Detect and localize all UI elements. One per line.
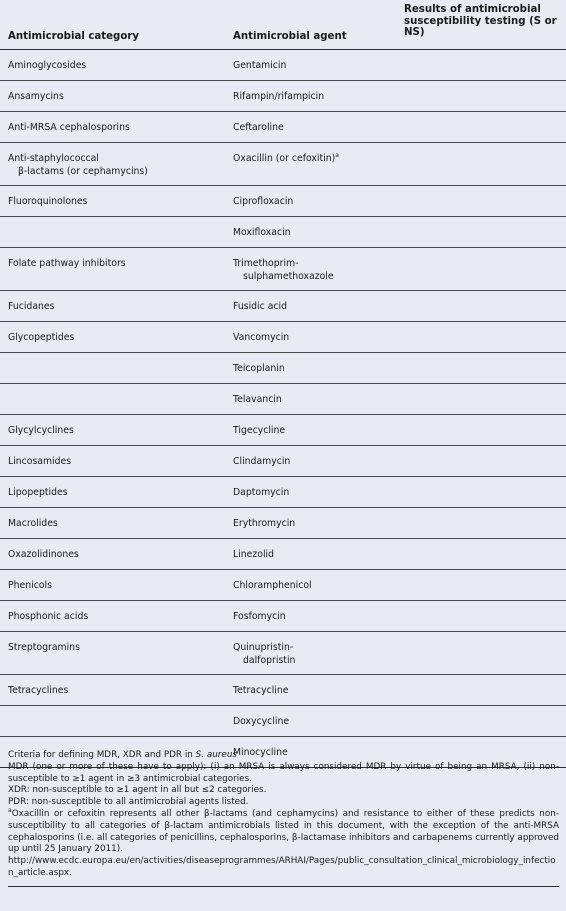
agent-cell bbox=[233, 258, 398, 283]
table-row bbox=[0, 291, 566, 321]
agent-cell: Linezolid bbox=[233, 549, 275, 560]
criteria-line bbox=[8, 750, 559, 762]
agent-cell: Fosfomycin bbox=[233, 611, 286, 622]
agent-cell: Daptomycin bbox=[233, 487, 290, 498]
footnote-a bbox=[8, 809, 559, 856]
header-results: Results of antimicrobial susceptibility testing (S or NS) bbox=[404, 4, 557, 38]
category-line: β-lactams (or cephamycins) bbox=[18, 165, 148, 177]
agent-cell: Tetracycline bbox=[233, 685, 289, 696]
category-cell: Fluoroquinolones bbox=[8, 196, 88, 207]
species-name: S. aureus bbox=[195, 750, 237, 760]
table-row bbox=[0, 186, 566, 247]
table-row bbox=[0, 477, 566, 507]
category-cell: Lincosamides bbox=[8, 456, 72, 467]
agent-cell bbox=[233, 153, 398, 166]
agent-cell: Chloramphenicol bbox=[233, 580, 312, 591]
criteria-text: Criteria for defining MDR, XDR and PDR in bbox=[8, 750, 196, 760]
agent-cell bbox=[233, 642, 398, 667]
category-cell: Folate pathway inhibitors bbox=[8, 258, 126, 269]
category-cell: Phenicols bbox=[8, 580, 52, 591]
agent-cell: Ceftaroline bbox=[233, 122, 284, 133]
table-row bbox=[0, 508, 566, 538]
table-footnotes bbox=[8, 750, 559, 887]
category-cell: Macrolides bbox=[8, 518, 58, 529]
category-cell: Streptogramins bbox=[8, 642, 80, 653]
agent-cell: Doxycycline bbox=[233, 716, 290, 727]
category-cell: Ansamycins bbox=[8, 91, 64, 102]
category-cell: Fucidanes bbox=[8, 301, 55, 312]
table-row bbox=[0, 81, 566, 111]
agent-line: dalfopristin bbox=[243, 654, 296, 666]
table-row bbox=[0, 248, 566, 290]
agent-cell: Erythromycin bbox=[233, 518, 296, 529]
category-cell: Glycylcyclines bbox=[8, 425, 74, 436]
agent-cell: Moxifloxacin bbox=[233, 227, 291, 238]
header-agent: Antimicrobial agent bbox=[233, 31, 347, 42]
table-row bbox=[0, 539, 566, 569]
category-cell: Tetracyclines bbox=[8, 685, 69, 696]
agent-cell: Clindamycin bbox=[233, 456, 291, 467]
source-url[interactable]: http://www.ecdc.europa.eu/en/activities/diseaseprogrammes/ARHAI/Pages/public_consultation_clinical_microbiology_infection_article.aspx. bbox=[8, 856, 556, 878]
pdr-definition: PDR: non-susceptible to all antimicrobial agents listed. bbox=[8, 797, 249, 808]
table-row bbox=[0, 415, 566, 445]
agent-cell: Teicoplanin bbox=[233, 363, 285, 374]
xdr-definition: XDR: non-susceptible to ≥1 agent in all but ≤2 categories. bbox=[8, 785, 267, 796]
agent-text: Oxacillin (or cefoxitin) bbox=[233, 153, 336, 164]
table-row bbox=[0, 322, 566, 414]
agent-cell: Ciprofloxacin bbox=[233, 196, 294, 207]
category-cell: Aminoglycosides bbox=[8, 60, 87, 71]
agent-line: Quinupristin- bbox=[233, 642, 294, 653]
table-header bbox=[0, 0, 566, 50]
table-row bbox=[0, 446, 566, 476]
agent-line: Trimethoprim- bbox=[233, 258, 299, 269]
category-cell: Glycopeptides bbox=[8, 332, 75, 343]
footnote-marker: a bbox=[335, 151, 339, 159]
table-row bbox=[0, 570, 566, 600]
table-row bbox=[0, 632, 566, 674]
category-cell: Phosphonic acids bbox=[8, 611, 89, 622]
table-row bbox=[0, 112, 566, 142]
footnote-a-text: Oxacillin or cefoxitin represents all other β-lactams (and cephamycins) and resistance to either of these predicts non-susceptibility to all categories of β-lactam antimicrobials listed in this document, with the exception of the anti-MRSA cephalosporins (i.e. all categories of penicillins, cephalosporins, β-lactamase inhibitors and carbapenems currently approved up until 25 January 2011). bbox=[8, 808, 559, 855]
agent-cell: Rifampin/rifampicin bbox=[233, 91, 325, 102]
agent-cell: Fusidic acid bbox=[233, 301, 288, 312]
table-row bbox=[0, 143, 566, 185]
header-category: Antimicrobial category bbox=[8, 31, 140, 42]
table-row bbox=[0, 50, 566, 80]
agent-cell: Gentamicin bbox=[233, 60, 287, 71]
agent-cell: Vancomycin bbox=[233, 332, 290, 343]
category-line: Anti-staphylococcal bbox=[8, 153, 99, 164]
agent-cell: Tigecycline bbox=[233, 425, 286, 436]
category-cell: Anti-MRSA cephalosporins bbox=[8, 122, 130, 133]
agent-cell: Telavancin bbox=[233, 394, 282, 405]
table-row bbox=[0, 601, 566, 631]
mdr-definition: MDR (one or more of these have to apply): (i) an MRSA is always considered MDR by virtue of being an MRSA, (ii) non-susceptible to ≥1 agent in ≥3 antimicrobial categories. bbox=[8, 761, 559, 784]
agent-cell: Minocycline bbox=[233, 747, 288, 758]
category-cell: Lipopeptides bbox=[8, 487, 68, 498]
category-cell: Oxazolidinones bbox=[8, 549, 79, 560]
agent-line: sulphamethoxazole bbox=[243, 270, 334, 282]
bottom-rule bbox=[8, 886, 559, 887]
footnote-marker: a bbox=[8, 807, 12, 815]
